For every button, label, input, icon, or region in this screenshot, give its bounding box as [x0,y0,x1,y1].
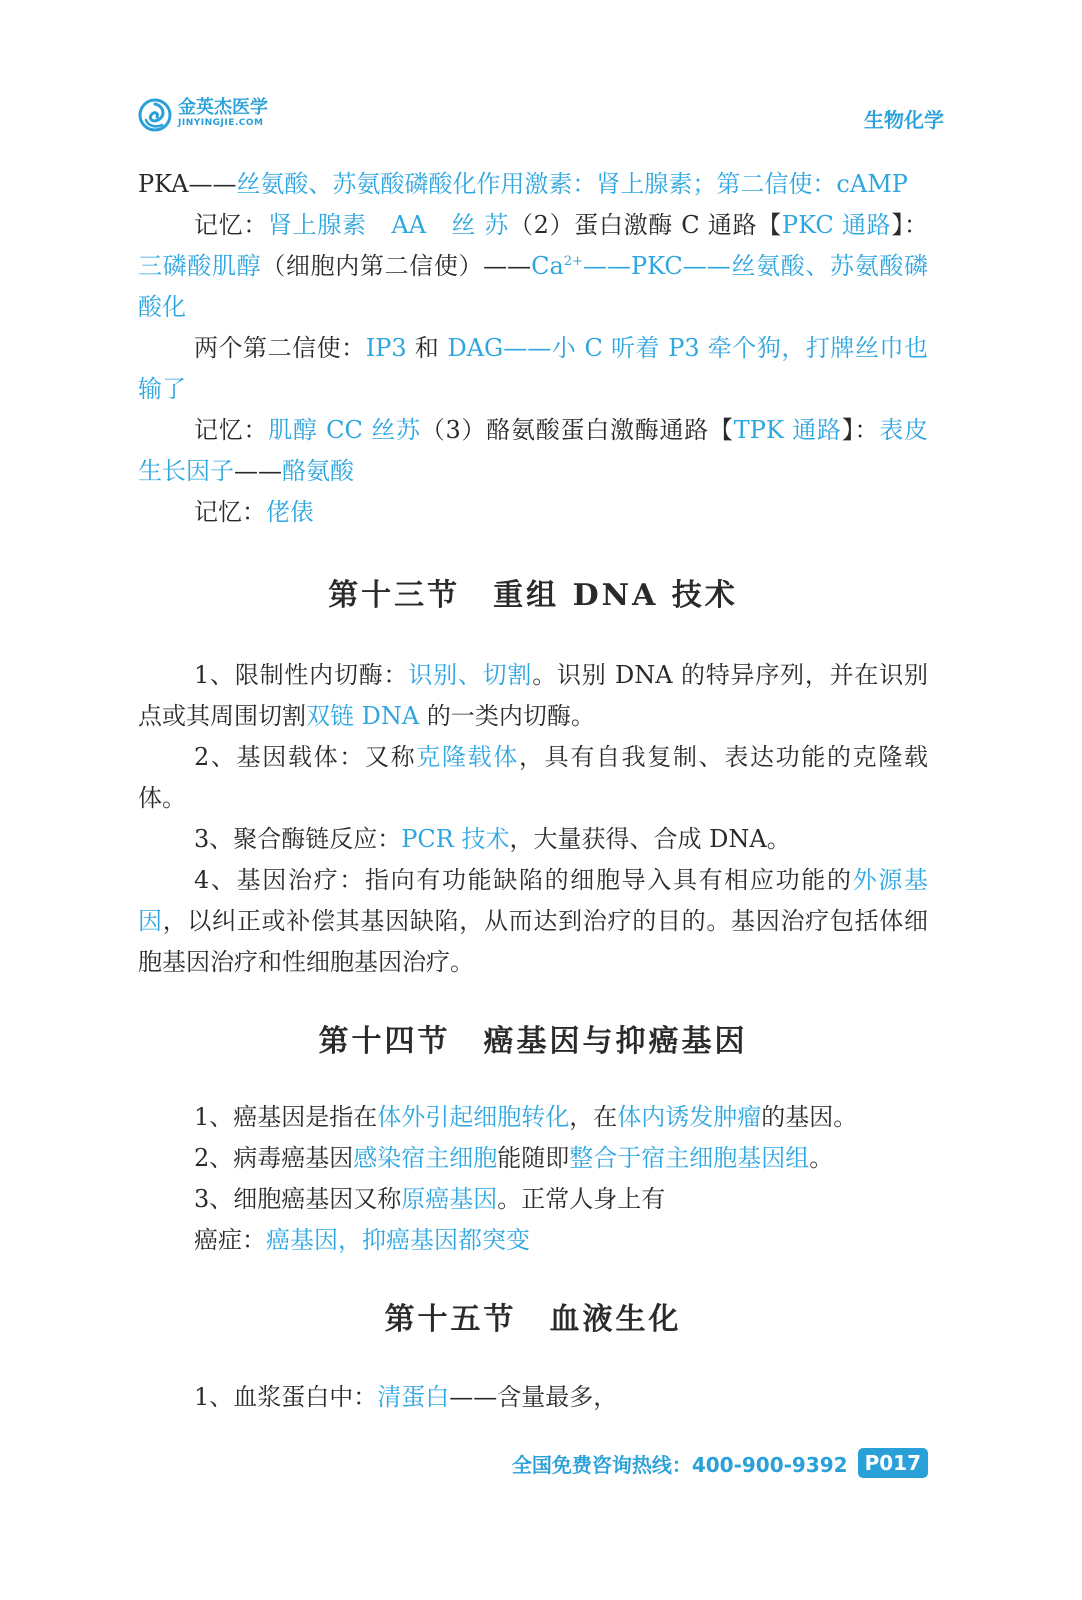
highlight-text: 三磷酸肌醇 [138,252,262,280]
highlight-text: DAG——小 C 听着 P3 牵个狗，打牌丝巾也输了 [138,334,929,403]
highlight-text: 肌醇 CC 丝苏 [268,416,421,444]
text-run: 癌症： [194,1226,266,1254]
paragraph-pka [138,164,928,205]
hotline-text: 全国免费咨询热线：400-900-9392 [511,1452,848,1477]
text-run: 的一类内切酶。 [419,702,595,730]
paragraph-memory [138,492,928,533]
text-run: 3、聚合酶链反应： [194,825,402,853]
page-content [138,164,928,1418]
text-run: 。正常人身上有 [497,1185,666,1213]
text-run: 的基因。 [761,1103,858,1131]
highlight-text: PCR 技术 [401,825,510,853]
highlight-text: TPK 通路 [733,416,842,444]
highlight-text: 肾上腺素 AA 丝 苏 [268,211,509,239]
highlight-text: IP3 [365,334,407,362]
highlight-text: 双链 DNA [306,702,420,730]
highlight-text: 丝氨酸、苏氨酸磷酸化作用激素：肾上腺素；第二信使：cAMP [236,170,908,198]
text-run: 记忆： [194,416,269,444]
list-item [138,860,928,983]
highlight-text: 清蛋白 [377,1383,450,1411]
section-title-13: 第十三节 重组 DNA 技术 [328,578,738,613]
section-title-14: 第十四节 癌基因与抑癌基因 [318,1024,748,1059]
superscript: 2+ [563,254,583,269]
highlight-text: 体内诱发肿瘤 [617,1103,762,1131]
text-run: 。 [809,1144,834,1172]
highlight-text: ——PKC——丝氨酸、苏氨酸磷酸化 [138,252,929,321]
text-run: 和 [406,334,448,362]
text-run: ，以纠正或补偿其基因缺陷，从而达到治疗的目的。基因治疗包括体细胞基因治疗和性细胞基因治疗。 [138,907,929,976]
text-run: 记忆： [194,498,266,526]
text-run: （细胞内第二信使）—— [261,252,532,280]
paragraph-pkc [138,205,928,328]
highlight-text: 酪氨酸 [282,457,354,485]
highlight-text: 原癌基因 [401,1185,498,1213]
text-run: 2、病毒癌基因 [194,1144,354,1172]
subject-title: 生物化学 [864,108,944,132]
text-run: 4、基因治疗：指向有功能缺陷的细胞导入具有相应功能的 [194,866,853,894]
list-item [138,655,928,737]
list-item [138,737,928,819]
text-run: 两个第二信使： [194,334,366,362]
highlight-text: 克隆载体 [416,743,519,771]
paragraph-tpk [138,410,928,492]
page-header [138,98,944,134]
text-run: 能随即 [497,1144,570,1172]
page-number-badge: P017 [858,1448,928,1478]
text-run: 】： [891,211,929,239]
highlight-text: 表皮生长因子 [138,416,929,485]
text-run: 1、血浆蛋白中： [194,1383,378,1411]
highlight-text: Ca [531,252,564,280]
text-run: ——含量最多， [449,1383,618,1411]
text-run: —— [234,457,282,485]
list-item [138,819,928,860]
list-item [138,1097,928,1138]
text-run: ，具有自我复制、表达功能的克隆载体。 [138,743,929,812]
highlight-text: 外源基因 [138,866,928,935]
highlight-text: 体外引起细胞转化 [377,1103,570,1131]
brand-logo-icon [138,98,172,132]
text-run: 3、细胞癌基因又称 [194,1185,402,1213]
text-run: ，大量获得、合成 DNA。 [509,825,791,853]
highlight-text: 整合于宿主细胞基因组 [569,1144,810,1172]
brand-name: 金英杰医学 [178,97,268,118]
text-run: 2、基因载体：又称 [194,743,417,771]
text-run: 。识别 DNA 的特异序列，并在识别点或其周围切割 [138,661,928,730]
text-run: 】： [841,416,880,444]
highlight-text: 癌基因，抑癌基因都突变 [266,1226,530,1254]
list-item [138,1179,928,1220]
text-run: 1、癌基因是指在 [194,1103,378,1131]
list-item [138,1220,928,1261]
text-run: （3）酪氨酸蛋白激酶通路【 [420,416,734,444]
highlight-text: 佬俵 [266,498,314,526]
highlight-text: 感染宿主细胞 [353,1144,498,1172]
text-run: ，在 [569,1103,618,1131]
brand-url: JINYINGJIE.COM [178,118,264,128]
text-run: 记忆： [194,211,269,239]
page-footer [512,1446,928,1480]
paragraph-second-messengers [138,328,928,410]
text-run: 1、限制性内切酶： [194,661,409,689]
list-item [138,1138,928,1179]
highlight-text: PKC 通路 [781,211,892,239]
text-run: （2）蛋白激酶 C 通路【 [509,211,782,239]
section-title-15: 第十五节 血液生化 [384,1302,682,1337]
text-run: PKA—— [138,170,237,198]
highlight-text: 识别、切割 [408,661,533,689]
list-item [138,1377,928,1418]
